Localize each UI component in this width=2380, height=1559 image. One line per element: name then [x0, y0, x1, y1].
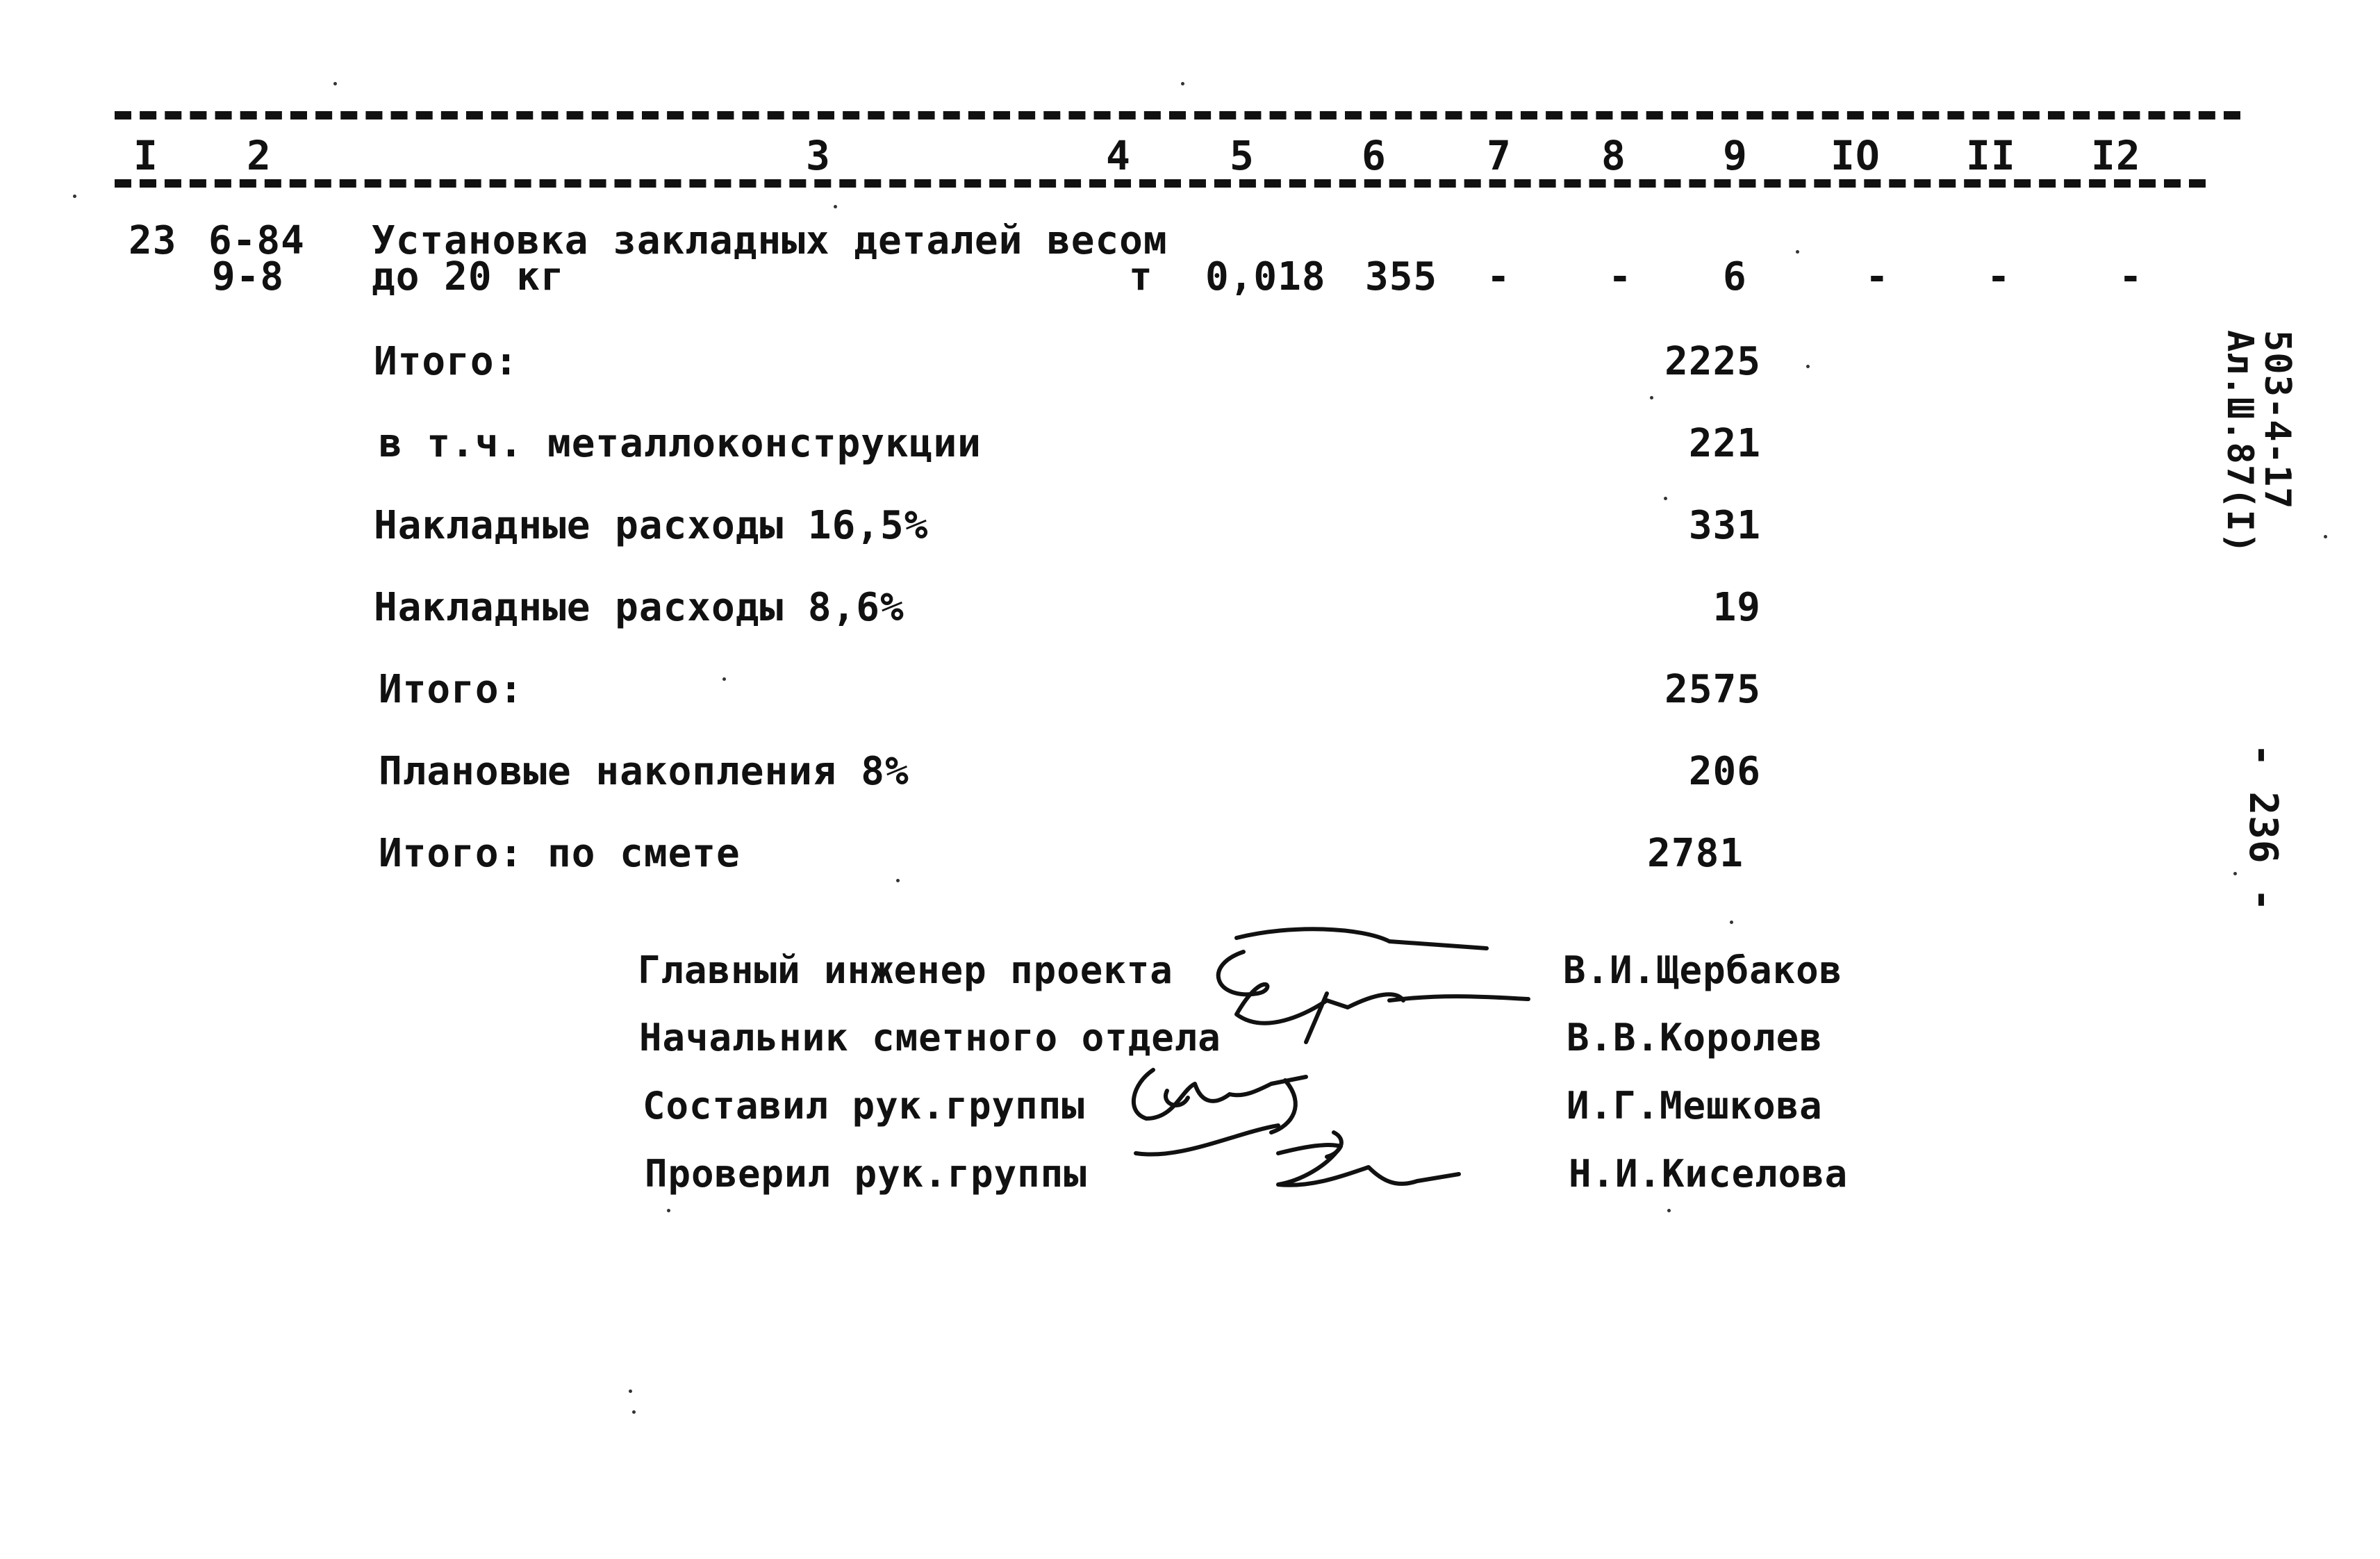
signature-name-2: В.В.Королев: [1567, 1016, 1823, 1059]
col-header-3: 3: [806, 132, 831, 179]
total-value-6: 206: [1688, 749, 1761, 794]
row-col10: -: [1865, 254, 1890, 299]
side-code-line1: 503-4-17: [2256, 330, 2298, 510]
top-rule: [115, 111, 2240, 119]
scan-speck: [667, 1209, 670, 1212]
col-header-9: 9: [1723, 132, 1748, 179]
total-label-4: Накладные расходы 8,6%: [374, 585, 904, 630]
total-value-5: 2575: [1664, 667, 1761, 712]
col-header-1: I: [133, 132, 158, 179]
row-col5: 0,018: [1205, 254, 1326, 299]
total-label-3: Накладные расходы 16,5%: [374, 503, 929, 548]
page-number: - 236 -: [2240, 743, 2286, 913]
total-label-2: в т.ч. металлоконструкции: [379, 421, 982, 466]
signature-name-3: И.Г.Мешкова: [1567, 1084, 1823, 1128]
scan-speck: [1181, 82, 1184, 85]
col-header-7: 7: [1487, 132, 1512, 179]
row-description-line1: Установка закладных деталей весом: [372, 218, 1168, 263]
row-col7: -: [1487, 254, 1511, 299]
signature-role-3: Составил рук.группы: [643, 1084, 1085, 1128]
row-col11: -: [1987, 254, 2011, 299]
total-value-3: 331: [1688, 503, 1761, 548]
scan-speck: [73, 195, 76, 198]
row-code-line2: 9-8: [212, 254, 285, 299]
header-rule: [115, 179, 2206, 188]
row-code-line1: 6-84: [208, 218, 305, 263]
signature-role-4: Проверил рук.группы: [645, 1152, 1087, 1196]
signature-role-1: Главный инженер проекта: [638, 948, 1173, 992]
row-col12: -: [2119, 254, 2143, 299]
scan-speck: [1650, 396, 1653, 399]
scan-speck: [1664, 497, 1667, 500]
side-code: [2221, 330, 2296, 554]
col-header-6: 6: [1362, 132, 1387, 179]
row-col6: 355: [1365, 254, 1438, 299]
signature-name-1: В.И.Щербаков: [1563, 948, 1843, 992]
col-header-4: 4: [1106, 132, 1131, 179]
col-header-12: I2: [2091, 132, 2141, 179]
handwritten-signatures: [1098, 924, 1542, 1244]
row-col9: 6: [1723, 254, 1747, 299]
scan-speck: [629, 1389, 632, 1393]
total-label-1: Итого:: [374, 339, 519, 384]
total-value-7: 2781: [1647, 831, 1744, 876]
total-value-1: 2225: [1664, 339, 1761, 384]
scan-speck: [834, 205, 837, 208]
scan-speck: [1806, 365, 1810, 368]
total-label-7: Итого: по смете: [379, 831, 741, 876]
scan-speck: [2233, 872, 2237, 875]
col-header-8: 8: [1601, 132, 1626, 179]
scan-speck: [1796, 250, 1799, 254]
total-value-2: 221: [1688, 421, 1761, 466]
col-header-10: IO: [1831, 132, 1881, 179]
col-header-2: 2: [247, 132, 272, 179]
scan-speck: [632, 1410, 636, 1414]
col-header-11: II: [1966, 132, 2016, 179]
scan-speck: [722, 677, 726, 681]
scan-speck: [1667, 1209, 1671, 1212]
row-col8: -: [1608, 254, 1633, 299]
signature-name-4: Н.И.Киселова: [1569, 1152, 1849, 1196]
signature-role-2: Начальник сметного отдела: [639, 1016, 1221, 1059]
row-number: 23: [129, 218, 177, 263]
total-value-4: 19: [1712, 585, 1761, 630]
scan-speck: [896, 879, 900, 882]
side-code-line2: Ал.Ш.87(I): [2219, 330, 2261, 555]
total-label-6: Плановые накопления 8%: [379, 749, 909, 794]
row-description-line2: до 20 кг: [372, 254, 565, 299]
scan-speck: [333, 82, 337, 85]
scan-speck: [2324, 535, 2327, 538]
row-unit: т: [1129, 254, 1153, 299]
total-label-5: Итого:: [379, 667, 524, 712]
col-header-5: 5: [1230, 132, 1255, 179]
scan-speck: [1730, 921, 1733, 924]
